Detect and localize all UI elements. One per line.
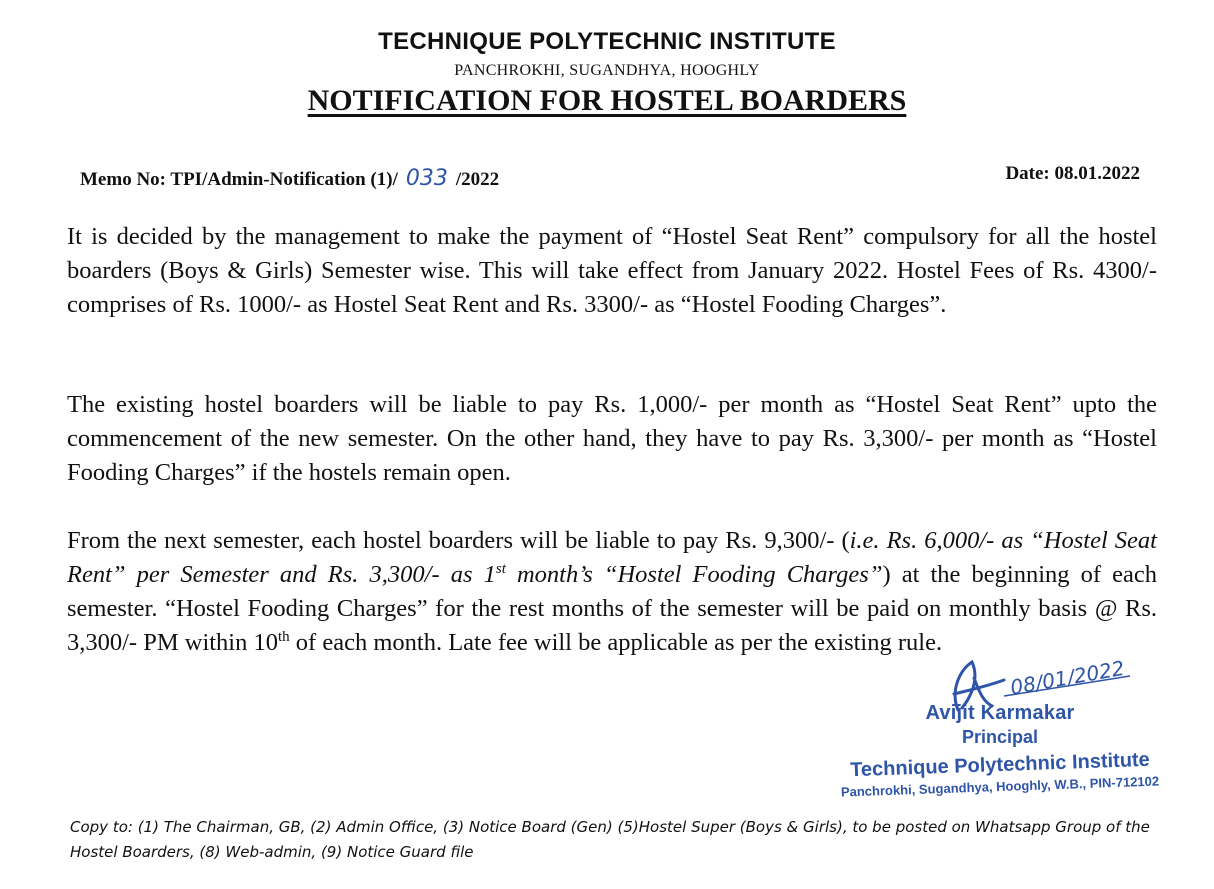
notification-title bbox=[0, 84, 1214, 118]
paragraph-1: It is decided by the management to make the payment of “Hostel Seat Rent” compulsory for all the hostel boarders (Boys & Girls) Semester wise. This will take effect from January 2022. Hostel Fees of Rs. 4300/- comprises of Rs. 1000/- as Hostel Seat Rent and Rs. 3300/- as “Hostel Fooding Charges”. bbox=[67, 223, 1157, 318]
paragraph-2: The existing hostel boarders will be liable to pay Rs. 1,000/- per month as “Hostel Seat Rent” upto the commencement of the new semester. On the other hand, they have to pay Rs. 3,300/- per month as “Hostel Fooding Charges” if the hostels remain open. bbox=[67, 391, 1157, 486]
memo-number bbox=[80, 166, 499, 191]
superscript-st: st bbox=[495, 560, 506, 577]
paragraph-3-italic-b-text: month’s “Hostel Fooding Charges” bbox=[505, 561, 883, 588]
signature-date: 08/01/2022 bbox=[1008, 655, 1127, 700]
stamp-name: Avijit Karmakar bbox=[925, 702, 1075, 724]
notification-title-text: NOTIFICATION FOR HOSTEL BOARDERS bbox=[307, 84, 907, 117]
notice-date: Date: 08.01.2022 bbox=[1005, 163, 1140, 184]
paragraph-3-italic-a-text: i.e. Rs. 6,000/- as “Hostel Seat Rent” per Semester and Rs. 3,300/- as 1 bbox=[67, 527, 1157, 588]
memo-suffix: /2022 bbox=[455, 169, 500, 190]
memo-prefix: Memo No: TPI/Admin-Notification (1)/ bbox=[80, 169, 398, 190]
paragraph-3-text-b: ) at the beginning of each semester. “Hostel Fooding Charges” for the rest months of the semester will be paid on monthly basis @ Rs. 3,300/- PM within 10 bbox=[67, 561, 1158, 656]
principal-stamp bbox=[800, 702, 1200, 800]
superscript-th: th bbox=[278, 628, 290, 645]
copy-to-list: Copy to: (1) The Chairman, GB, (2) Admin Office, (3) Notice Board (Gen) (5)Hostel Super (Boys & Girls), to be posted on Whatsapp Group of the Hostel Boarders, (8) Web-admin, (9) Notice Guard file bbox=[70, 818, 1150, 861]
paragraph-3-text-c: of each month. Late fee will be applicable as per the existing rule. bbox=[289, 629, 943, 656]
stamp-address: Panchrokhi, Sugandhya, Hooghly, W.B., PIN-712102 bbox=[840, 773, 1160, 800]
paragraph-3 bbox=[67, 524, 1157, 660]
institute-address: PANCHROKHI, SUGANDHYA, HOOGHLY bbox=[454, 62, 760, 79]
paragraph-3-text-a: From the next semester, each hostel boarders will be liable to pay Rs. 9,300/- ( bbox=[67, 527, 850, 554]
stamp-institute: Technique Polytechnic Institute bbox=[849, 748, 1151, 782]
institute-name: TECHNIQUE POLYTECHNIC INSTITUTE bbox=[378, 28, 836, 55]
memo-handwritten-number: 033 bbox=[405, 166, 448, 191]
stamp-designation: Principal bbox=[961, 727, 1039, 747]
